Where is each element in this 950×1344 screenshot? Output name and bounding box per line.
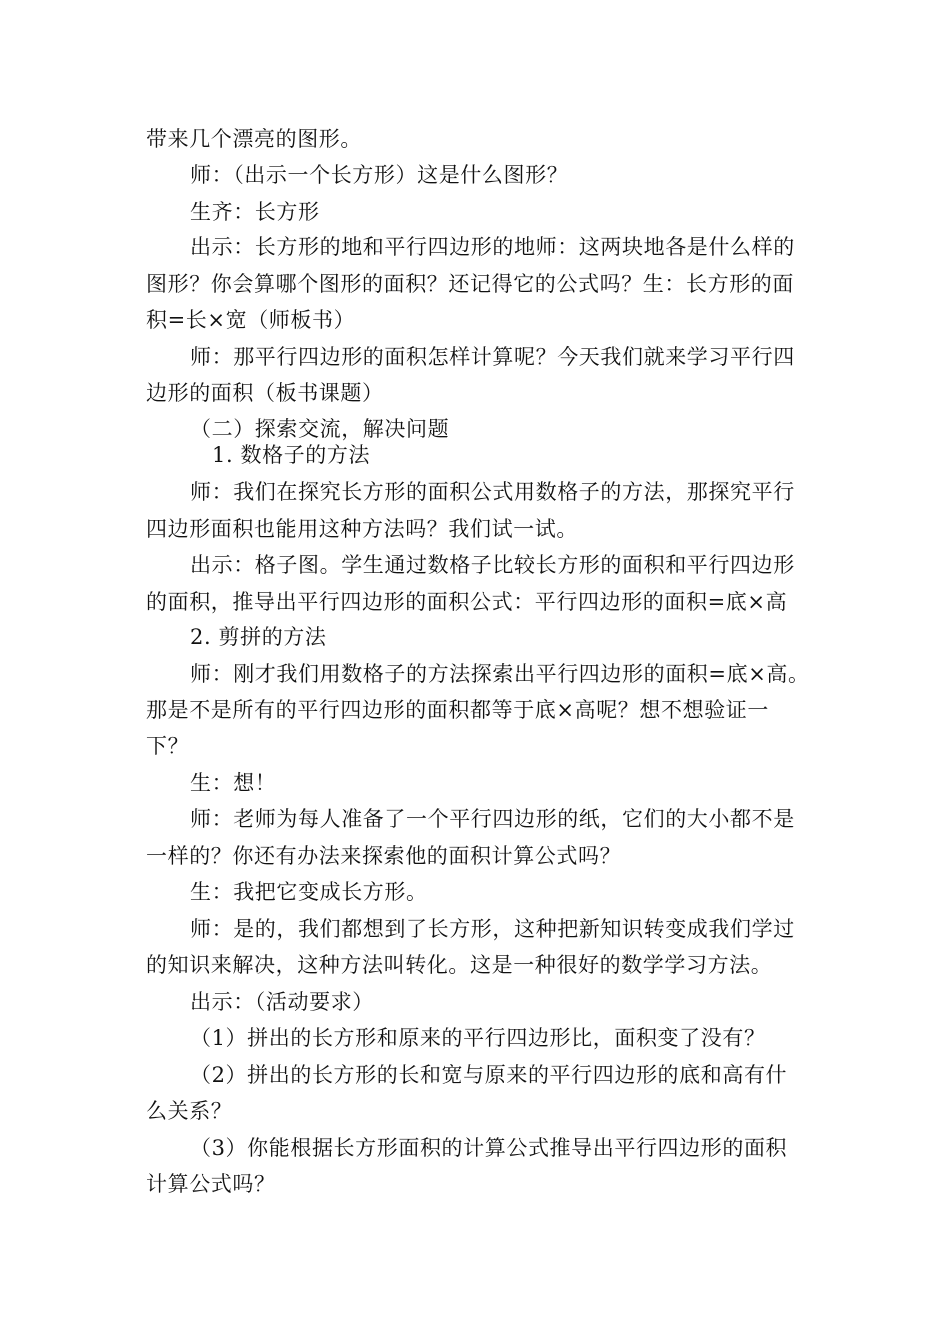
text-line: 生：我把它变成长方形。: [190, 880, 428, 904]
text-line: 带来几个漂亮的图形。: [146, 127, 362, 151]
text-line: 的面积，推导出平行四边形的面积公式：平行四边形的面积=底×高: [146, 590, 788, 614]
text-line: 的知识来解决，这种方法叫转化。这是一种很好的数学学习方法。: [146, 953, 773, 977]
section-heading: （二）探索交流，解决问题: [190, 417, 450, 441]
text-line: 四边形面积也能用这种方法吗？我们试一试。: [146, 517, 578, 541]
text-line: 一样的？你还有办法来探索他的面积计算公式吗？: [146, 844, 622, 868]
text-line: 师：刚才我们用数格子的方法探索出平行四边形的面积=底×高。: [190, 662, 810, 686]
text-line: 图形？你会算哪个图形的面积？还记得它的公式吗？生：长方形的面: [146, 272, 794, 296]
text-line: 生：想！: [190, 771, 277, 795]
text-line: 那是不是所有的平行四边形的面积都等于底×高呢？想不想验证一: [146, 698, 769, 722]
subsection-heading: 2. 剪拼的方法: [190, 625, 327, 649]
text-line: 出示：（活动要求）: [190, 990, 374, 1014]
text-line: 计算公式吗？: [146, 1172, 276, 1196]
list-item: （3）你能根据长方形面积的计算公式推导出平行四边形的面积: [190, 1136, 788, 1160]
text-line: 出示：格子图。学生通过数格子比较长方形的面积和平行四边形: [190, 553, 795, 577]
text-line: 师：我们在探究长方形的面积公式用数格子的方法，那探究平行: [190, 480, 795, 504]
text-line: 出示：长方形的地和平行四边形的地师：这两块地各是什么样的: [190, 235, 795, 259]
list-item: （2）拼出的长方形的长和宽与原来的平行四边形的底和高有什: [190, 1063, 788, 1087]
subsection-heading: 1. 数格子的方法: [212, 443, 371, 467]
text-line: 么关系？: [146, 1099, 233, 1123]
text-line: 下？: [146, 734, 190, 758]
text-line: 师：那平行四边形的面积怎样计算呢？今天我们就来学习平行四: [190, 345, 795, 369]
text-line: 边形的面积（板书课题）: [146, 381, 384, 405]
text-line: 师：是的，我们都想到了长方形，这种把新知识转变成我们学过: [190, 917, 795, 941]
list-item: （1）拼出的长方形和原来的平行四边形比，面积变了没有？: [190, 1026, 766, 1050]
text-line: 师：（出示一个长方形）这是什么图形？: [190, 163, 569, 187]
text-line: 生齐：长方形: [190, 200, 320, 224]
text-line: 师：老师为每人准备了一个平行四边形的纸，它们的大小都不是: [190, 807, 795, 831]
text-line: 积=长×宽（师板书）: [146, 308, 356, 332]
